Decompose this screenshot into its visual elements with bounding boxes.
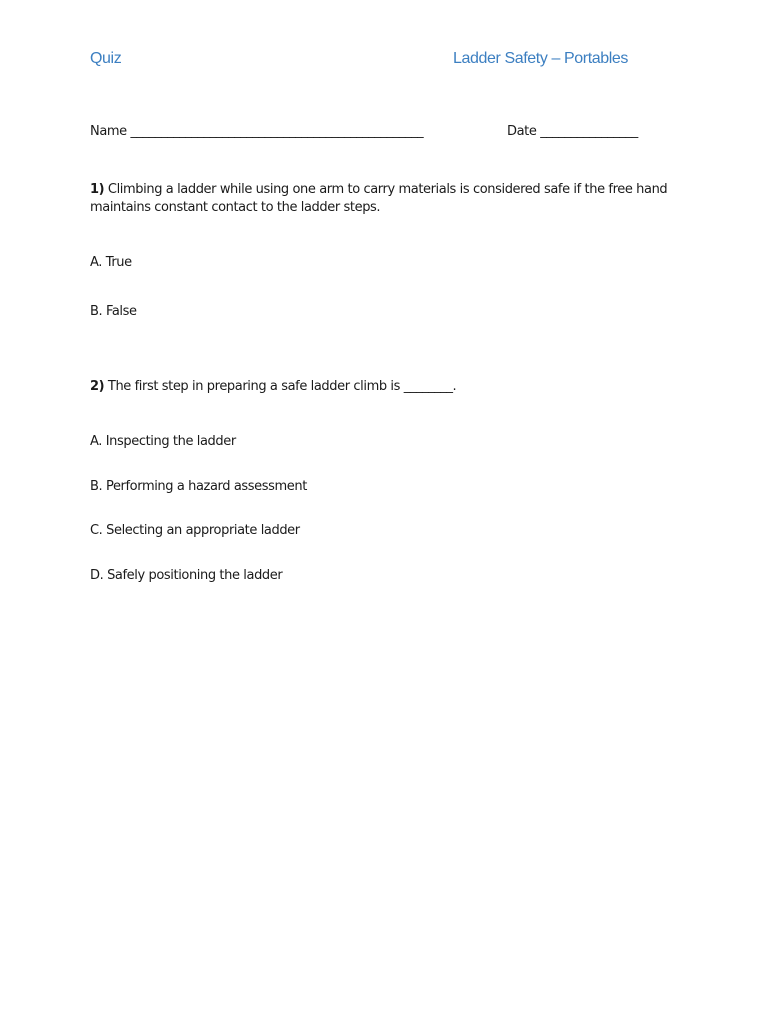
question-1-number: 1)	[90, 182, 105, 197]
page-header	[90, 50, 650, 72]
date-field: Date ________________	[507, 124, 638, 139]
question-1-text: Climbing a ladder while using one arm to carry materials is considered safe if the free hand maintains constant contact to the ladder steps.	[90, 182, 668, 215]
question-2-option-a: A. Inspecting the ladder	[90, 434, 236, 449]
question-2-number: 2)	[90, 379, 105, 394]
quiz-subject: Ladder Safety – Portables	[453, 50, 629, 67]
question-2-option-c: C. Selecting an appropriate ladder	[90, 523, 300, 538]
name-field: Name ________________________________________________	[90, 124, 424, 139]
question-1	[90, 181, 680, 217]
question-2-option-d: D. Safely positioning the ladder	[90, 568, 283, 583]
name-date-row	[90, 123, 638, 141]
question-1-option-b: B. False	[90, 304, 137, 319]
question-2	[90, 378, 680, 396]
quiz-title: Quiz	[90, 50, 122, 67]
question-2-text: The first step in preparing a safe ladder climb is ________.	[107, 379, 457, 394]
question-1-option-a: A. True	[90, 255, 132, 270]
question-2-option-b: B. Performing a hazard assessment	[90, 479, 307, 494]
